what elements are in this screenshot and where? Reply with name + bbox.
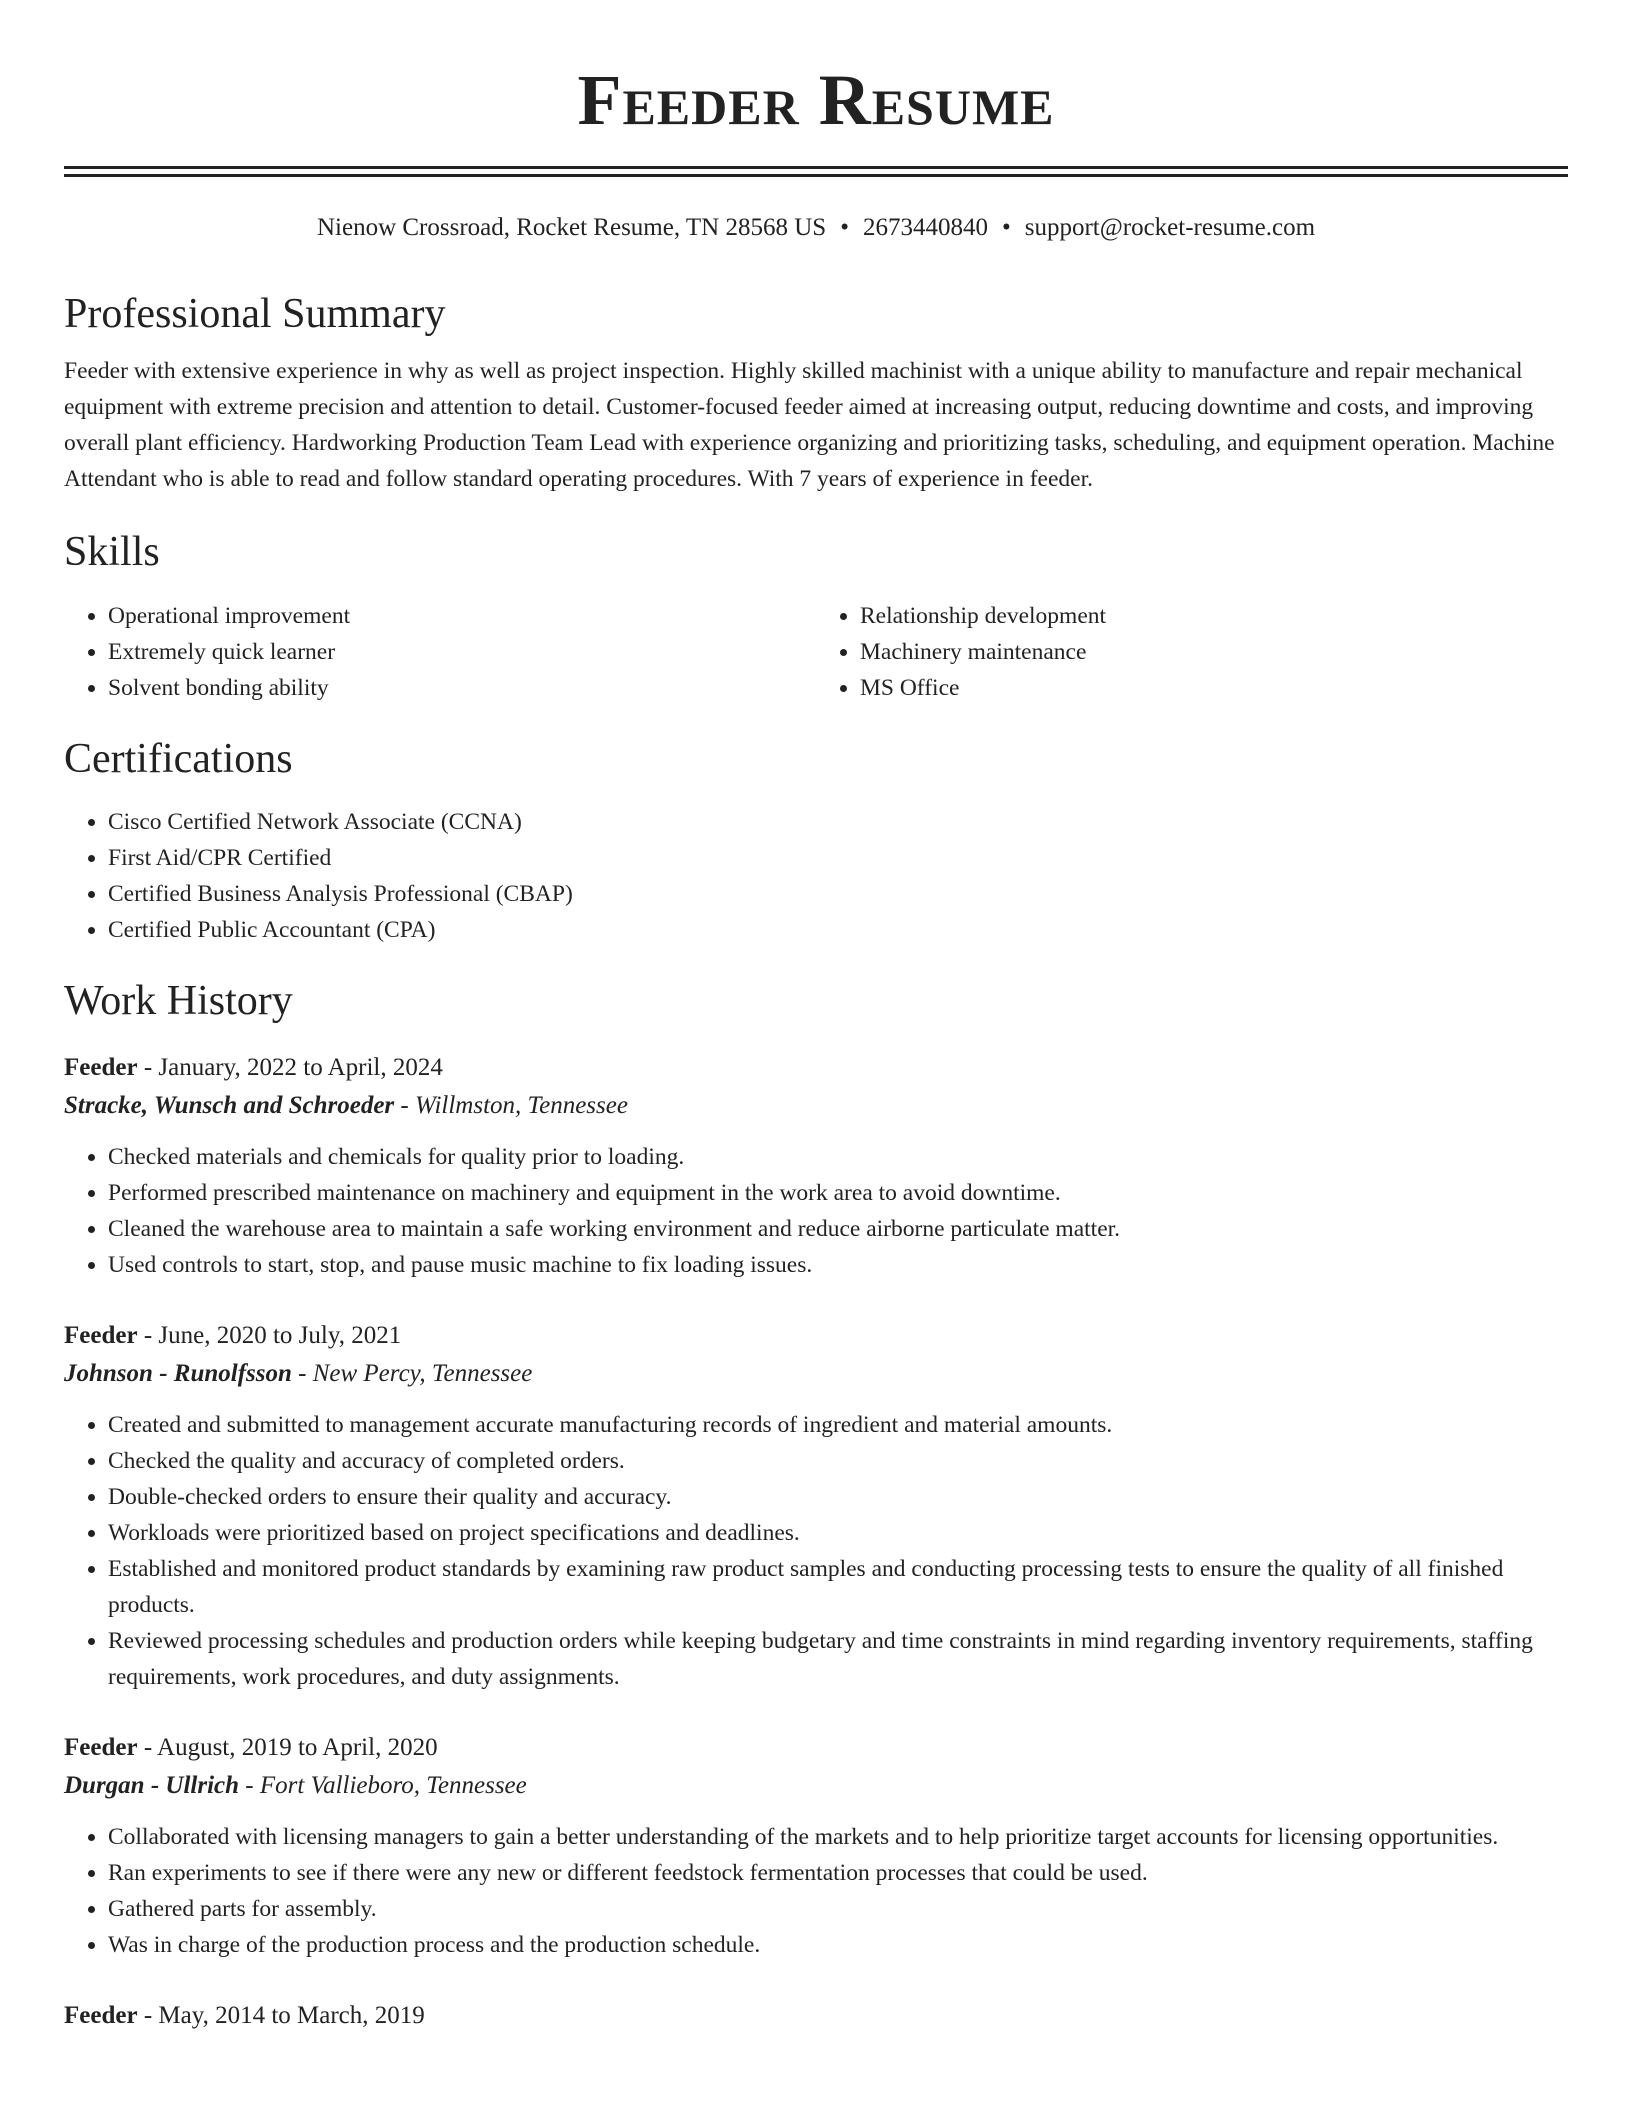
job-dates: - June, 2020 to July, 2021: [137, 1321, 402, 1349]
job-duty: • Reviewed processing schedules and production orders while keeping budgetary and time constraints in mind regarding inventory requirements, staffing requirements, work procedures, and duty assignments.: [108, 1623, 1568, 1695]
contact-address: Nienow Crossroad, Rocket Resume, TN 28568 US: [316, 214, 827, 241]
job-duty: • Checked the quality and accuracy of completed orders.: [108, 1443, 1568, 1479]
job-duties: [64, 1819, 1568, 1963]
job-duty: • Gathered parts for assembly.: [108, 1891, 1568, 1927]
job-title: Feeder: [64, 1053, 138, 1081]
job-dates: - August, 2019 to April, 2020: [137, 1733, 438, 1761]
certification-item: • Certified Business Analysis Professional (CBAP): [108, 876, 1568, 912]
job-company: Stracke, Wunsch and Schroeder: [64, 1091, 395, 1119]
job-duty: • Was in charge of the production process and the production schedule.: [108, 1927, 1568, 1963]
job-duties: [64, 1139, 1568, 1283]
skill-item: • Operational improvement: [108, 598, 816, 634]
job-location: - Fort Vallieboro, Tennessee: [239, 1771, 527, 1799]
skill-item: • Relationship development: [860, 598, 1568, 634]
job-dates: - May, 2014 to March, 2019: [137, 2001, 425, 2029]
job-title: Feeder: [64, 1733, 138, 1761]
job-company: Johnson - Runolfsson: [64, 1359, 292, 1387]
job-heading: [64, 1049, 1568, 1087]
job-duty: • Collaborated with licensing managers to gain a better understanding of the markets and to help prioritize target accounts for licensing opportunities.: [108, 1819, 1568, 1855]
resume-title: Feeder Resume: [577, 60, 1055, 140]
skill-item: • MS Office: [860, 670, 1568, 706]
job-title: Feeder: [64, 2001, 138, 2029]
skills-column-right: [816, 598, 1568, 706]
skills-column-left: [64, 598, 816, 706]
skill-item: • Solvent bonding ability: [108, 670, 816, 706]
job-entry: [64, 1729, 1568, 1963]
job-duty: • Workloads were prioritized based on project specifications and deadlines.: [108, 1515, 1568, 1551]
job-duty: • Used controls to start, stop, and pause music machine to fix loading issues.: [108, 1247, 1568, 1283]
job-duty: • Cleaned the warehouse area to maintain a safe working environment and reduce airborne particulate matter.: [108, 1211, 1568, 1247]
certification-item: • First Aid/CPR Certified: [108, 840, 1568, 876]
section-heading-certifications: Certifications: [64, 735, 293, 782]
job-employer: [64, 1087, 1568, 1125]
skill-item: • Extremely quick learner: [108, 634, 816, 670]
section-heading-summary: Professional Summary: [64, 291, 446, 337]
section-heading-skills: Skills: [64, 529, 160, 576]
work-history-list: [64, 1049, 1568, 2035]
job-duty: • Double-checked orders to ensure their quality and accuracy.: [108, 1479, 1568, 1515]
job-heading: [64, 1997, 1568, 2035]
job-heading: [64, 1317, 1568, 1355]
job-duties: [64, 1407, 1568, 1695]
job-location: - New Percy, Tennessee: [291, 1359, 533, 1387]
job-entry: [64, 1317, 1568, 1695]
contact-separator: •: [840, 214, 849, 241]
contact-phone: 2673440840: [862, 214, 988, 241]
job-duty: • Checked materials and chemicals for quality prior to loading.: [108, 1139, 1568, 1175]
job-title: Feeder: [64, 1321, 138, 1349]
job-location: - Willmston, Tennessee: [394, 1091, 628, 1119]
contact-separator: •: [1001, 214, 1011, 241]
section-heading-work-history: Work History: [64, 978, 293, 1025]
job-company: Durgan - Ullrich: [64, 1771, 240, 1799]
job-duty: • Ran experiments to see if there were any new or different feedstock fermentation processes that could be used.: [108, 1855, 1568, 1891]
title-divider: [64, 166, 1568, 177]
job-heading: [64, 1729, 1568, 1767]
job-duty: • Created and submitted to management accurate manufacturing records of ingredient and material amounts.: [108, 1407, 1568, 1443]
contact-email: support@rocket-resume.com: [1024, 214, 1316, 241]
certification-item: • Cisco Certified Network Associate (CCNA): [108, 804, 1568, 840]
skill-item: • Machinery maintenance: [860, 634, 1568, 670]
job-entry: [64, 1997, 1568, 2035]
job-dates: - January, 2022 to April, 2024: [137, 1053, 443, 1081]
job-employer: [64, 1355, 1568, 1393]
job-employer: [64, 1767, 1568, 1805]
certifications-list: [64, 804, 1568, 948]
job-entry: [64, 1049, 1568, 1283]
job-duty: • Established and monitored product standards by examining raw product samples and conducting processing tests to ensure the quality of all finished products.: [108, 1551, 1568, 1623]
summary-text: Feeder with extensive experience in why as well as project inspection. Highly skilled machinist with a unique ability to manufacture and repair mechanical equipment with extreme precision and attention to detail. Customer-focused feeder aimed at increasing output, reducing downtime and costs, and improving overall plant efficiency. Hardworking Production Team Lead with experience organizing and prioritizing tasks, scheduling, and equipment operation. Machine Attendant who is able to read and follow standard operating procedures. With 7 years of experience in feeder.: [64, 358, 1555, 493]
contact-line: [64, 213, 1568, 243]
certification-item: • Certified Public Accountant (CPA): [108, 912, 1568, 948]
skills-list: [64, 598, 1568, 706]
job-duty: • Performed prescribed maintenance on machinery and equipment in the work area to avoid downtime.: [108, 1175, 1568, 1211]
